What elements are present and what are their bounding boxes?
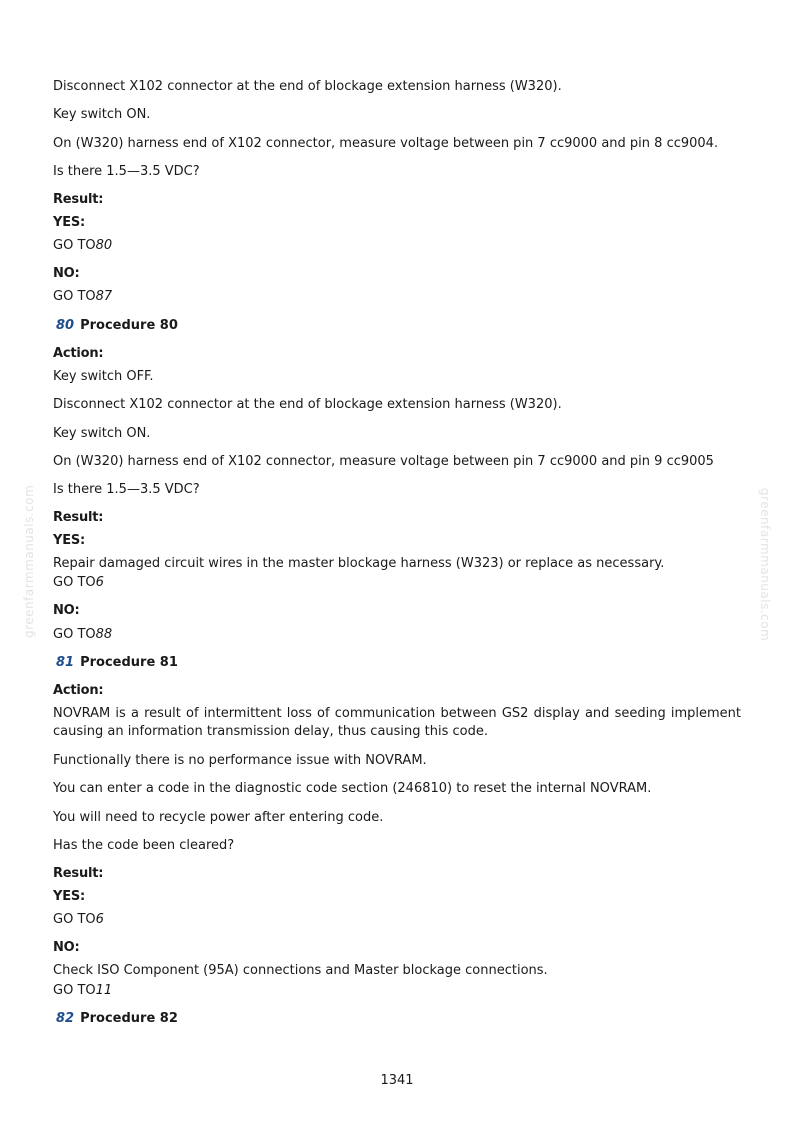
question-text: Is there 1.5—3.5 VDC? [53,164,200,179]
goto-prefix: GO TO [53,983,96,998]
question-text: Is there 1.5—3.5 VDC? [53,482,200,497]
goto-link[interactable]: 11 [95,983,113,998]
procedure-title: Procedure 80 [80,318,178,333]
step-text: You will need to recycle power after entering code. [53,810,384,825]
no-text: Check ISO Component (95A) connections and Master blockage connections. [53,963,548,978]
goto-link[interactable]: 6 [95,912,104,927]
yes-label: YES: [53,215,86,230]
procedure-title: Procedure 82 [80,1011,178,1026]
no-label: NO: [53,940,80,955]
result-label: Result: [53,510,104,525]
watermark-right: greenfarmmanuals.com [758,488,772,642]
procedure-title: Procedure 81 [80,655,178,670]
result-label: Result: [53,866,104,881]
yes-label: YES: [53,889,86,904]
goto-prefix: GO TO [53,289,96,304]
step-text: Functionally there is no performance issue with NOVRAM. [53,753,427,768]
procedure-heading-80 [56,317,178,335]
yes-goto[interactable] [53,237,112,255]
goto-link[interactable]: 80 [95,238,113,253]
procedure-heading-82 [56,1010,178,1028]
goto-prefix: GO TO [53,912,96,927]
procedure-number[interactable]: 81 [56,655,75,670]
goto-link[interactable]: 87 [95,289,113,304]
step-text: On (W320) harness end of X102 connector, measure voltage between pin 7 cc9000 and pin 8 cc9004. [53,136,719,151]
action-label: Action: [53,346,104,361]
procedure-number[interactable]: 82 [56,1011,75,1026]
step-text: On (W320) harness end of X102 connector, measure voltage between pin 7 cc9000 and pin 9 cc9005 [53,454,714,469]
step-text: Disconnect X102 connector at the end of blockage extension harness (W320). [53,397,562,412]
goto-link[interactable]: 6 [95,575,104,590]
procedure-number[interactable]: 80 [56,318,75,333]
yes-goto[interactable] [53,911,104,929]
no-goto[interactable] [53,982,112,1000]
step-text: You can enter a code in the diagnostic code section (246810) to reset the internal NOVRAM. [53,781,652,796]
goto-prefix: GO TO [53,238,96,253]
procedure-heading-81 [56,654,178,672]
no-label: NO: [53,603,80,618]
result-label: Result: [53,192,104,207]
question-text: Has the code been cleared? [53,838,235,853]
action-paragraph: NOVRAM is a result of intermittent loss of communication between GS2 display and seeding implement causing an information transmission delay, thus causing this code. [53,706,741,739]
page-number: 1341 [380,1073,414,1088]
step-text: Key switch ON. [53,107,151,122]
no-label: NO: [53,266,80,281]
goto-prefix: GO TO [53,627,96,642]
action-label: Action: [53,683,104,698]
watermark-left: greenfarmmanuals.com [22,484,36,638]
yes-goto[interactable] [53,574,104,592]
yes-text: Repair damaged circuit wires in the master blockage harness (W323) or replace as necessary. [53,556,665,571]
goto-link[interactable]: 88 [95,627,113,642]
step-text: Disconnect X102 connector at the end of blockage extension harness (W320). [53,79,562,94]
goto-prefix: GO TO [53,575,96,590]
step-text: Key switch ON. [53,426,151,441]
yes-label: YES: [53,533,86,548]
step-text: Key switch OFF. [53,369,154,384]
no-goto[interactable] [53,288,112,306]
no-goto[interactable] [53,626,112,644]
